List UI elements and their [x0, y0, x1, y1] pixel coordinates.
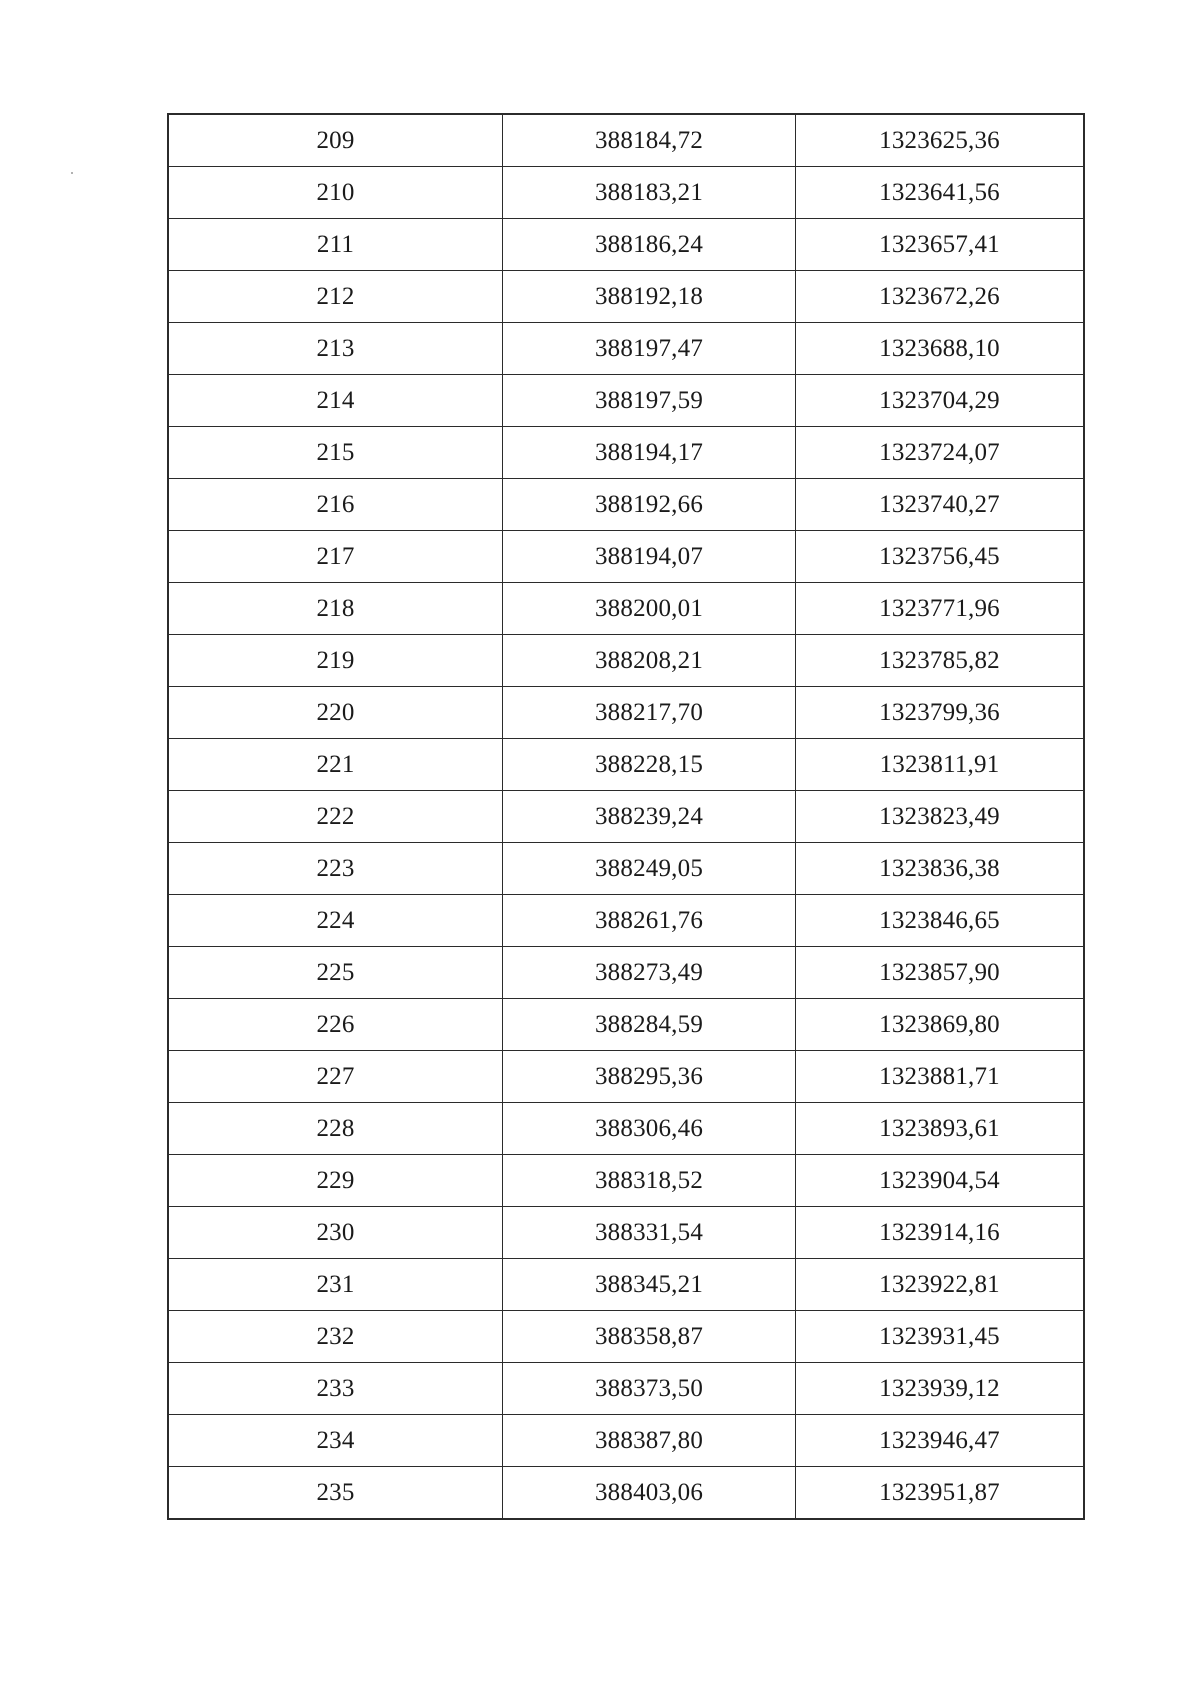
point-number-cell: 231 — [168, 1259, 503, 1311]
point-number-cell: 210 — [168, 167, 503, 219]
table-row — [168, 1155, 1084, 1207]
table-row — [168, 531, 1084, 583]
x-coordinate-cell: 388387,80 — [503, 1415, 796, 1467]
x-coordinate-cell: 388318,52 — [503, 1155, 796, 1207]
scan-speck — [71, 172, 73, 174]
table-row — [168, 1103, 1084, 1155]
y-coordinate-cell: 1323811,91 — [796, 739, 1085, 791]
table-row — [168, 999, 1084, 1051]
x-coordinate-cell: 388273,49 — [503, 947, 796, 999]
table-row — [168, 375, 1084, 427]
x-coordinate-cell: 388306,46 — [503, 1103, 796, 1155]
x-coordinate-cell: 388331,54 — [503, 1207, 796, 1259]
point-number-cell: 225 — [168, 947, 503, 999]
point-number-cell: 230 — [168, 1207, 503, 1259]
y-coordinate-cell: 1323931,45 — [796, 1311, 1085, 1363]
y-coordinate-cell: 1323836,38 — [796, 843, 1085, 895]
y-coordinate-cell: 1323799,36 — [796, 687, 1085, 739]
x-coordinate-cell: 388194,17 — [503, 427, 796, 479]
point-number-cell: 226 — [168, 999, 503, 1051]
y-coordinate-cell: 1323869,80 — [796, 999, 1085, 1051]
x-coordinate-cell: 388284,59 — [503, 999, 796, 1051]
table-row — [168, 323, 1084, 375]
x-coordinate-cell: 388183,21 — [503, 167, 796, 219]
point-number-cell: 217 — [168, 531, 503, 583]
table-row — [168, 271, 1084, 323]
table-row — [168, 739, 1084, 791]
point-number-cell: 218 — [168, 583, 503, 635]
table-row — [168, 427, 1084, 479]
x-coordinate-cell: 388197,47 — [503, 323, 796, 375]
table-row — [168, 1415, 1084, 1467]
y-coordinate-cell: 1323756,45 — [796, 531, 1085, 583]
x-coordinate-cell: 388217,70 — [503, 687, 796, 739]
point-number-cell: 215 — [168, 427, 503, 479]
table-row — [168, 1259, 1084, 1311]
x-coordinate-cell: 388295,36 — [503, 1051, 796, 1103]
coordinates-table-body — [168, 114, 1084, 1519]
y-coordinate-cell: 1323946,47 — [796, 1415, 1085, 1467]
x-coordinate-cell: 388345,21 — [503, 1259, 796, 1311]
x-coordinate-cell: 388208,21 — [503, 635, 796, 687]
table-row — [168, 1467, 1084, 1520]
x-coordinate-cell: 388192,66 — [503, 479, 796, 531]
table-row — [168, 167, 1084, 219]
y-coordinate-cell: 1323785,82 — [796, 635, 1085, 687]
point-number-cell: 224 — [168, 895, 503, 947]
y-coordinate-cell: 1323846,65 — [796, 895, 1085, 947]
table-row — [168, 479, 1084, 531]
x-coordinate-cell: 388184,72 — [503, 114, 796, 167]
point-number-cell: 228 — [168, 1103, 503, 1155]
point-number-cell: 219 — [168, 635, 503, 687]
y-coordinate-cell: 1323914,16 — [796, 1207, 1085, 1259]
y-coordinate-cell: 1323922,81 — [796, 1259, 1085, 1311]
point-number-cell: 222 — [168, 791, 503, 843]
point-number-cell: 229 — [168, 1155, 503, 1207]
x-coordinate-cell: 388197,59 — [503, 375, 796, 427]
table-row — [168, 1207, 1084, 1259]
point-number-cell: 209 — [168, 114, 503, 167]
y-coordinate-cell: 1323672,26 — [796, 271, 1085, 323]
point-number-cell: 234 — [168, 1415, 503, 1467]
table-row — [168, 583, 1084, 635]
x-coordinate-cell: 388194,07 — [503, 531, 796, 583]
y-coordinate-cell: 1323641,56 — [796, 167, 1085, 219]
x-coordinate-cell: 388192,18 — [503, 271, 796, 323]
y-coordinate-cell: 1323657,41 — [796, 219, 1085, 271]
y-coordinate-cell: 1323724,07 — [796, 427, 1085, 479]
y-coordinate-cell: 1323771,96 — [796, 583, 1085, 635]
y-coordinate-cell: 1323704,29 — [796, 375, 1085, 427]
table-row — [168, 687, 1084, 739]
y-coordinate-cell: 1323881,71 — [796, 1051, 1085, 1103]
y-coordinate-cell: 1323951,87 — [796, 1467, 1085, 1520]
coordinates-table — [167, 113, 1085, 1520]
y-coordinate-cell: 1323904,54 — [796, 1155, 1085, 1207]
table-row — [168, 791, 1084, 843]
point-number-cell: 232 — [168, 1311, 503, 1363]
table-row — [168, 1051, 1084, 1103]
point-number-cell: 233 — [168, 1363, 503, 1415]
table-row — [168, 947, 1084, 999]
y-coordinate-cell: 1323939,12 — [796, 1363, 1085, 1415]
table-row — [168, 635, 1084, 687]
x-coordinate-cell: 388261,76 — [503, 895, 796, 947]
y-coordinate-cell: 1323823,49 — [796, 791, 1085, 843]
table-row — [168, 1363, 1084, 1415]
point-number-cell: 223 — [168, 843, 503, 895]
y-coordinate-cell: 1323857,90 — [796, 947, 1085, 999]
point-number-cell: 213 — [168, 323, 503, 375]
point-number-cell: 220 — [168, 687, 503, 739]
y-coordinate-cell: 1323688,10 — [796, 323, 1085, 375]
x-coordinate-cell: 388200,01 — [503, 583, 796, 635]
table-row — [168, 219, 1084, 271]
point-number-cell: 221 — [168, 739, 503, 791]
x-coordinate-cell: 388358,87 — [503, 1311, 796, 1363]
x-coordinate-cell: 388249,05 — [503, 843, 796, 895]
table-row — [168, 1311, 1084, 1363]
x-coordinate-cell: 388228,15 — [503, 739, 796, 791]
y-coordinate-cell: 1323625,36 — [796, 114, 1085, 167]
point-number-cell: 211 — [168, 219, 503, 271]
x-coordinate-cell: 388239,24 — [503, 791, 796, 843]
point-number-cell: 212 — [168, 271, 503, 323]
point-number-cell: 214 — [168, 375, 503, 427]
x-coordinate-cell: 388186,24 — [503, 219, 796, 271]
point-number-cell: 227 — [168, 1051, 503, 1103]
point-number-cell: 235 — [168, 1467, 503, 1520]
x-coordinate-cell: 388403,06 — [503, 1467, 796, 1520]
y-coordinate-cell: 1323893,61 — [796, 1103, 1085, 1155]
table-row — [168, 114, 1084, 167]
table-row — [168, 895, 1084, 947]
y-coordinate-cell: 1323740,27 — [796, 479, 1085, 531]
table-row — [168, 843, 1084, 895]
x-coordinate-cell: 388373,50 — [503, 1363, 796, 1415]
point-number-cell: 216 — [168, 479, 503, 531]
